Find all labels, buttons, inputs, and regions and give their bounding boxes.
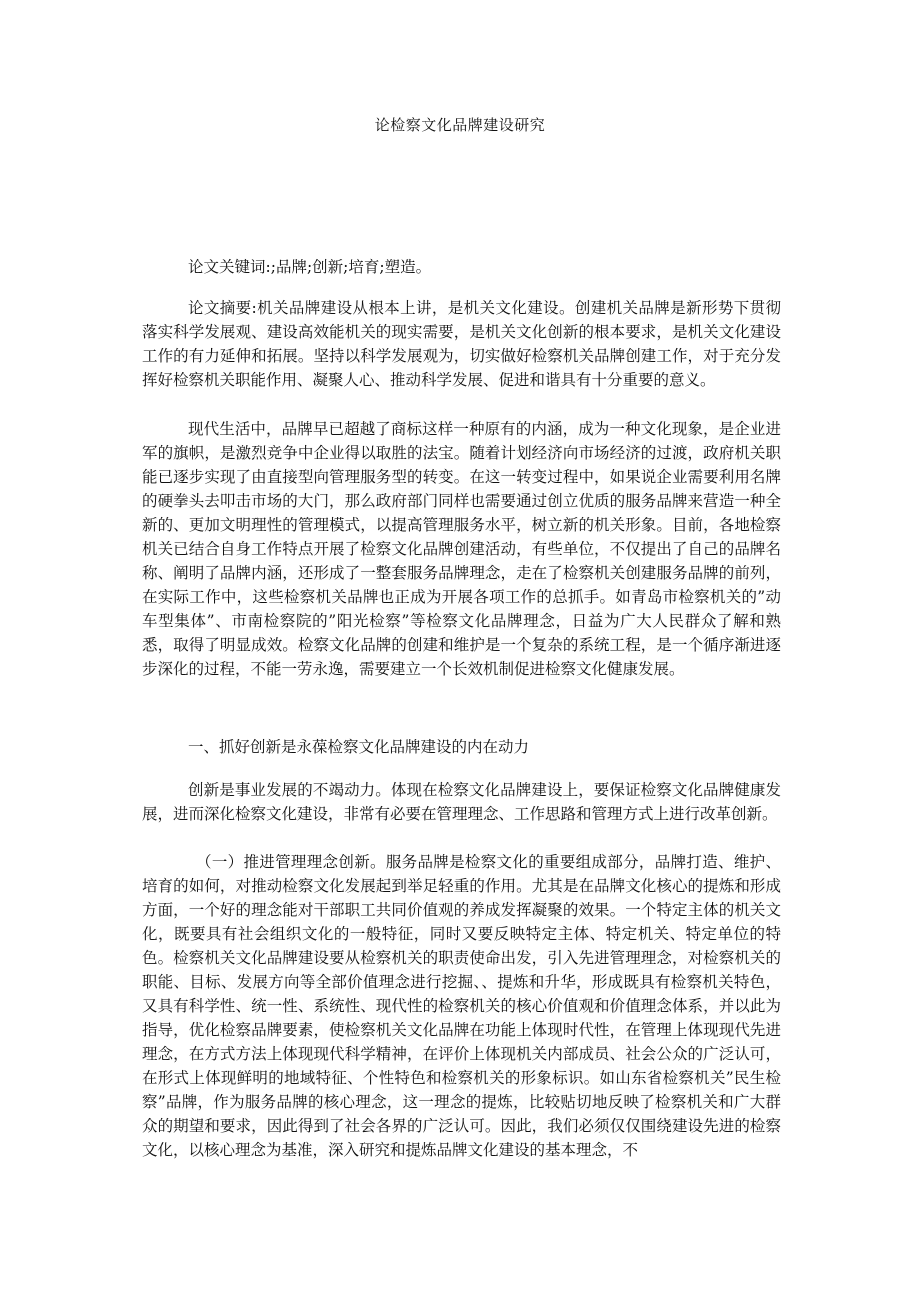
document-title: 论检察文化品牌建设研究 <box>374 116 546 134</box>
intro-paragraph: 现代生活中，品牌早已超越了商标这样一种原有的内涵，成为一种文化现象，是企业进军的旗帜，是激烈竞争中企业得以取胜的法宝。随着计划经济向市场经济的过渡，政府机关职能已逐步实现了由直接型向管理服务型的转变。在这一转变过程中，如果说企业需要利用名牌的硬拳头去叩击市场的大门，那么政府部门同样也需要通过创立优质的服务品牌来营造一种全新的、更加文明理性的管理模式，以提高管理服务水平，树立新的机关形象。目前，各地检察机关已结合自身工作特点开展了检察文化品牌创建活动，有些单位，不仅提出了自己的品牌名称、阐明了品牌内涵，还形成了一整套服务品牌理念，走在了检察机关创建服务品牌的前列，在实际工作中，这些检察机关品牌也正成为开展各项工作的总抓手。如青岛市检察机关的”动车型集体”、市南检察院的”阳光检察”等检察文化品牌理念，日益为广大人民群众了解和熟悉，取得了明显成效。检察文化品牌的创建和维护是一个复杂的系统工程，是一个循序渐进逐步深化的过程，不能一劳永逸，需要建立一个长效机制促进检察文化健康发展。 <box>142 420 781 678</box>
abstract-paragraph: 论文摘要:机关品牌建设从根本上讲，是机关文化建设。创建机关品牌是新形势下贯彻落实科学发展观、建设高效能机关的现实需要，是机关文化创新的根本要求，是机关文化建设工作的有力延伸和拓展。坚持以科学发展观为，切实做好检察机关品牌创建工作，对于充分发挥好检察机关职能作用、凝聚人心、推动科学发展、促进和谐具有十分重要的意义。 <box>142 299 781 389</box>
subsection-paragraph: （一）推进管理理念创新。服务品牌是检察文化的重要组成部分，品牌打造、维护、培育的如何，对推动检察文化发展起到举足轻重的作用。尤其是在品牌文化核心的提炼和形成方面，一个好的理念能对干部职工共同价值观的养成发挥凝聚的效果。一个特定主体的机关文化，既要具有社会组织文化的一般特征，同时又要反映特定主体、特定机关、特定单位的特色。检察机关文化品牌建设要从检察机关的职责使命出发，引入先进管理理念，对检察机关的职能、目标、发展方向等全部价值理念进行挖掘、、提炼和升华，形成既具有检察机关特色，又具有科学性、统一性、系统性、现代性的检察机关的核心价值观和价值理念体系，并以此为指导，优化检察品牌要素，使检察机关文化品牌在功能上体现时代性，在管理上体现现代先进理念，在方式方法上体现现代科学精神，在评价上体现机关内部成员、社会公众的广泛认可，在形式上体现鲜明的地域特征、个性特色和检察机关的形象标识。如山东省检察机关”民生检察”品牌，作为服务品牌的核心理念，这一理念的提炼，比较贴切地反映了检察机关和广大群众的期望和要求，因此得到了社会各界的广泛认可。因此，我们必须仅仅围绕建设先进的检察文化，以核心理念为基准，深入研究和提炼品牌文化建设的基本理念，不 <box>142 853 781 1159</box>
section-heading: 一、抓好创新是永葆检察文化品牌建设的内在动力 <box>188 738 530 756</box>
section-intro-paragraph: 创新是事业发展的不竭动力。体现在检察文化品牌建设上，要保证检察文化品牌健康发展，进而深化检察文化建设，非常有必要在管理理念、工作思路和管理方式上进行改革创新。 <box>142 781 781 823</box>
keywords-paragraph: 论文关键词:;品牌;创新;培育;塑造。 <box>188 258 432 276</box>
